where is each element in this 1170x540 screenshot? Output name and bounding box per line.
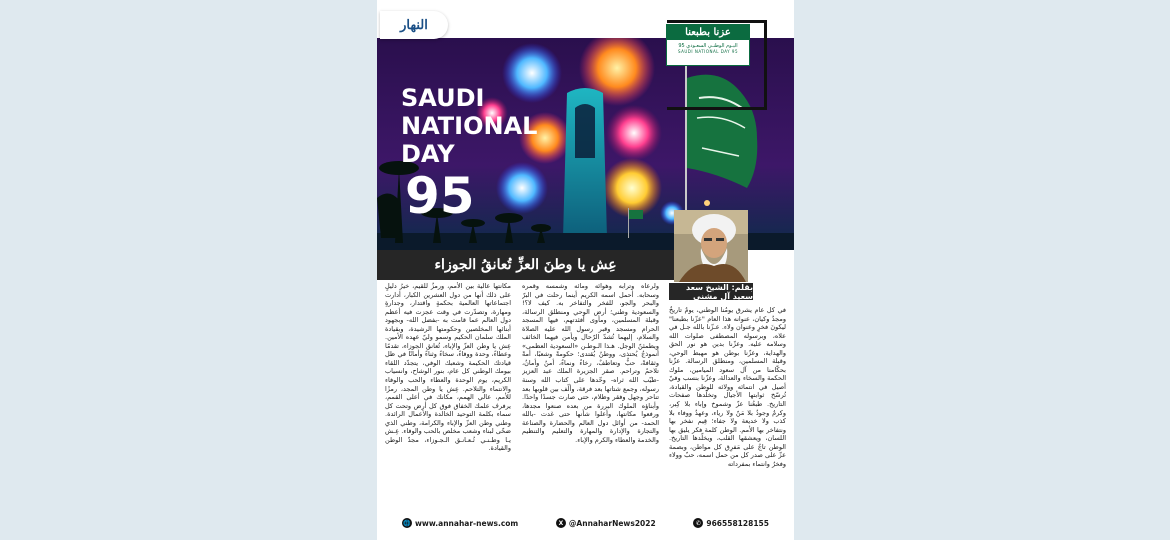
hero-number: 95 (405, 167, 475, 225)
firework (502, 43, 562, 103)
article-column-right (669, 306, 786, 511)
article-column-middle (522, 282, 659, 510)
badge-title: عزنا بطبعنا (667, 25, 749, 40)
footer-twitter[interactable] (556, 518, 656, 528)
firework (602, 158, 662, 218)
hero-line-saudi: SAUDI (401, 84, 485, 112)
column-text: مكانتها عالية بين الأمم، ورمزٌ للقيم، خيرُ دليلٍ على ذلك أنها من دول العشرين الكبار، أدارت اجتماعاتها العالمية بحكمةٍ واقتدار، وجدارةٍ ومهارة، وتصدّرت في وقت عجزت فيه أعظم دول العالم عما قامت به -بفضل الله- وبجهود أبنائها المخلصين وحكومتها الرشيدة، وبقيادة الملك سلمان الحكيم وسمو وليّ عهده الأمين. عِش يا وطن العزّ والإباء، تُعانق الجوزاء، تقدمًا وعطاءً، وحدة ووفاءً، سخاءً وثناءً وأمانًا في ظل قيادتك الحكيمة وشعبك الوفي، يتجدّد اللقاء بيومك الوطني كل عام، بنور الوشاح، وانسياب الكريم، يوم الوحدة والعطاء والحب والوفاء والانتماء والتلاحم. عِش يا وطن المجد، رمزًا للأمم، عالي الهمم، مكانك في أعلى القمم، يرفرف علمك الخفاق فوق كل أرض وتحت كل سماء بكلمة التوحيد الخالدة والأعمال الرائدة. وطني وطن العزّ والإباء والكرامة، وطني الذي ضحّى لبناء وشعب مخلص بالحب والوفاء. عِـش يـا وطـنـي تُـعـانـق الـجـوزاء، مجدّ الوطن والقيادة. (385, 282, 511, 453)
article-column-left (385, 282, 511, 510)
column-text: ولرعاه وترابه وهوائه ومائه وشمسه وقمره وسحابه. أحمل اسمه الكريم أينما رحلت في البرّ والبحر والجو، للفخر والتفاخر به. كيف لا؟! والسعودية وطني؛ أرض الوحي ومنطلق الرسالة، وقبلة المسلمين، ومأوى أفئدتهم، فيها المسجد الحرام ومسجد وقبر رسول الله عليه الصلاة والسلام، إليهما تُشدّ الرّحال ويأمن فيهما الخائف ويطمئنّ الوجل. هـذا الـوطـن «السعودية العظمى» أنموذجٌ يُحتذى، ووطنٌ يُقتدى؛ حكومةً وشعبًا، أمةً وثقافةً، حبٌّ وتعاطفٌ، رخاءٌ ونماءٌ، أمنٌ وأمانٌ، تلاحمٌ وتراحم. صقر الجزيرة الملك عبد العزيز -طيّب الله ثراه- وحّدها على كتاب الله وسنة رسوله، وجمع شتاتها بعد فرقة، وألّف بين قلوبها بعد تناحر وجهل وفقر وظلام، حتى صارت جسدًا واحدًا. وأبناؤه الملوك البررة من بعده صنعوا مجدها، ورفعوا مكانتها، وأعلوا شأنها حتى غدت -بالله الحمد- من أوائل دول العالم والحضارة والصناعة والتجارة والإدارة والمهارة والتعليم والتنظيم والخدمة والعطاء والكرم والإباء. (522, 282, 659, 444)
article-title: عِش يا وطنَ العزِّ تُعانقُ الجوزاء (377, 250, 674, 280)
author-portrait (674, 210, 748, 282)
footer-whatsapp[interactable] (693, 518, 769, 528)
badge-box (666, 24, 750, 66)
newspaper-page (377, 0, 794, 540)
globe-icon: 🌐 (403, 519, 411, 527)
website-text: www.annahar-news.com (415, 518, 519, 528)
badge-subtitle: اليـوم الوطنـي السعـودي 95 (678, 43, 738, 49)
badge-subtitle-en: SAUDI NATIONAL DAY 95 (678, 49, 738, 54)
firework (496, 162, 548, 214)
annahar-logo (380, 11, 448, 39)
column-text: في كل عام يشرق يومُنا الوطني، يومٌ تاريخٌ ومجدٌ وكيان، عنوانه هذا العام "عزّنا بطبعنا" ليكونَ فخرٍ وعنوان ولاء. عـزّنا بالله جـل في علاه، وبرسوله المصطفى صلوات الله وسلامه عليه. وعزّنا بدين هو نور الحق والهداية، وعزّنا بوطن هو مهبط الوحي، وقبلة المسلمين، ومنطلق الرسالة. عزّنا بحكّامنا من آل سعود الميامين، ملوك الحكمة والسخاء والعدالة، وعزّنا بنسب وفيّ أصيل في انتمائه وولائه للوطن والقيادة، تُرسّخ ثوابتها الأجيال وتخلّدها صفحات التاريخ. طبعُنا عزّ وشموخ وإباء بلا كِبر، وكرمٌ وجودٌ بلا مَنّ ولا رياء، وعهدٌ ووفاء بلا كذب ولا خديعة ولا جفاء؛ قِيم نفخر بها ونتفاخر بها الأمم. الوطن كلمة فكر يليق بها اللسان، ويعشقها القلب، ويخلّدها التاريخ. الوطن تاجٌ على مَفرِق كل مواطن، وبصمة عزّ على صدر كل من حمل اسمه، حبّ وولاء وفخرٌ وانتماء بمفرداته (669, 306, 786, 468)
hero-line-day: DAY (401, 140, 455, 168)
national-day-badge (667, 20, 767, 110)
hero-line-national: NATIONAL (401, 112, 538, 140)
author-byline: بقلم: الشيخ سعد سعيد آل مشني (669, 283, 753, 300)
firework (606, 105, 662, 161)
twitter-text: @AnnaharNews2022 (568, 518, 656, 528)
logo-text: النهار (400, 17, 428, 33)
footer-website[interactable] (402, 518, 518, 528)
whatsapp-icon: ✆ (693, 518, 703, 528)
phone-text: 966558128155 (706, 518, 769, 528)
page-footer (377, 514, 794, 532)
author-photo (674, 210, 748, 282)
x-icon: X (556, 518, 566, 528)
